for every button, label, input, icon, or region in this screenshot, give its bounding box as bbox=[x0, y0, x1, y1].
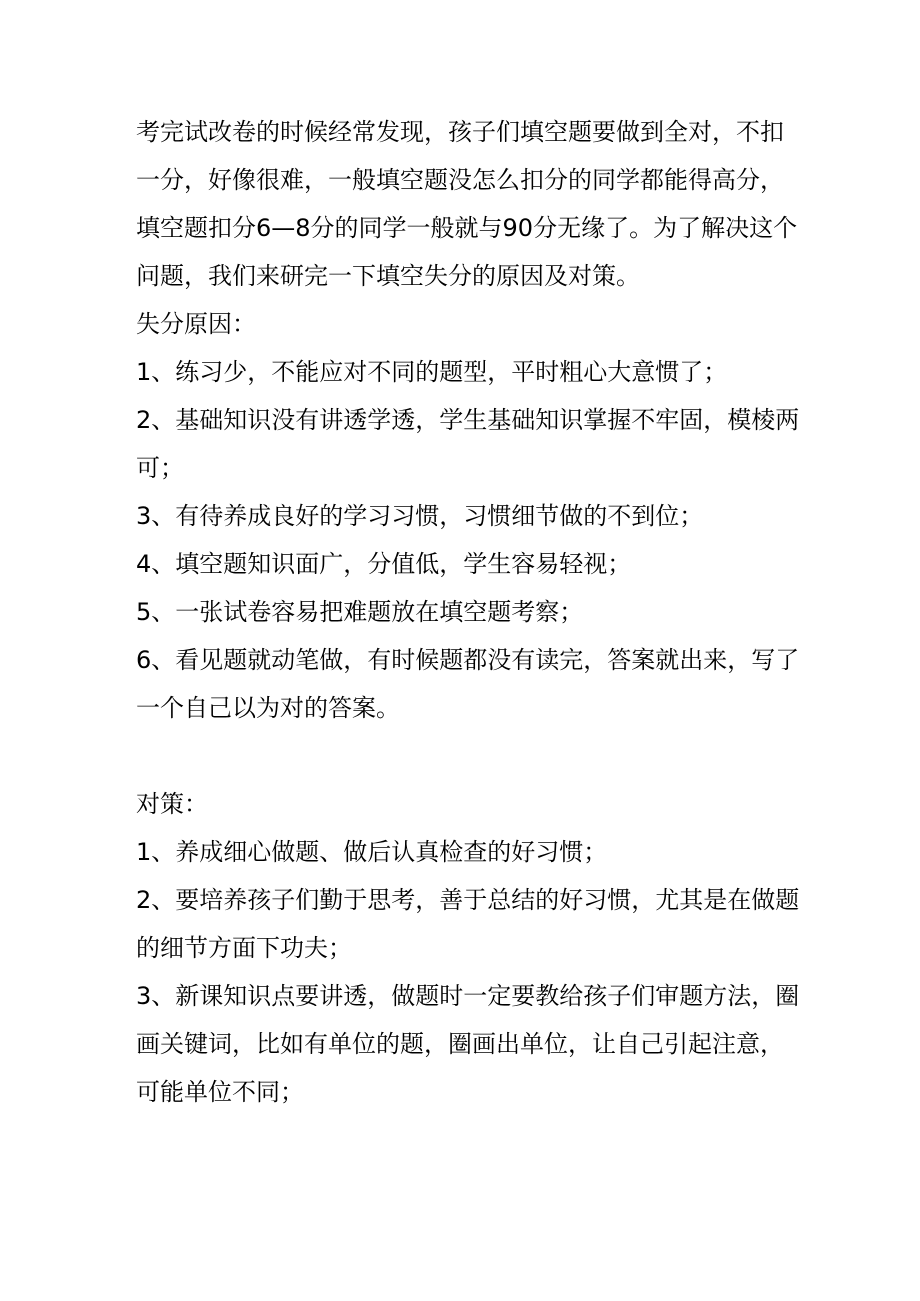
intro-line: 考完试改卷的时候经常发现，孩子们填空题要做到全对，不扣 bbox=[136, 118, 784, 146]
measure-line: 1、养成细心做题、做后认真检查的好习惯； bbox=[136, 838, 608, 866]
measure-line: 的细节方面下功夫； bbox=[136, 934, 352, 962]
cause-line: 3、有待养成良好的学习习惯，习惯细节做的不到位； bbox=[136, 502, 704, 530]
intro-line: 问题，我们来研完一下填空失分的原因及对策。 bbox=[136, 262, 640, 290]
paragraph-spacer bbox=[136, 732, 796, 780]
measure-line: 3、新课知识点要讲透，做题时一定要教给孩子们审题方法，圈 bbox=[136, 982, 800, 1010]
measure-line: 2、要培养孩子们勤于思考，善于总结的好习惯，尤其是在做题 bbox=[136, 886, 800, 914]
cause-line: 一个自己以为对的答案。 bbox=[136, 694, 400, 722]
intro-line: 填空题扣分6—8分的同学一般就与90分无缘了。为了解决这个 bbox=[136, 214, 798, 242]
intro-line: 一分，好像很难，一般填空题没怎么扣分的同学都能得高分， bbox=[136, 166, 784, 194]
measure-line: 可能单位不同； bbox=[136, 1078, 304, 1106]
document-body bbox=[136, 108, 800, 1116]
cause-line: 6、看见题就动笔做，有时候题都没有读完，答案就出来，写了 bbox=[136, 646, 800, 674]
measure-line: 画关键词，比如有单位的题，圈画出单位，让自己引起注意， bbox=[136, 1030, 784, 1058]
cause-line: 4、填空题知识面广，分值低，学生容易轻视； bbox=[136, 550, 632, 578]
cause-line: 可； bbox=[136, 454, 184, 482]
cause-line: 1、练习少，不能应对不同的题型，平时粗心大意惯了； bbox=[136, 358, 728, 386]
measures-heading: 对策： bbox=[136, 790, 208, 818]
cause-line: 2、基础知识没有讲透学透，学生基础知识掌握不牢固，模棱两 bbox=[136, 406, 800, 434]
causes-heading: 失分原因： bbox=[136, 310, 256, 338]
cause-line: 5、一张试卷容易把难题放在填空题考察； bbox=[136, 598, 584, 626]
